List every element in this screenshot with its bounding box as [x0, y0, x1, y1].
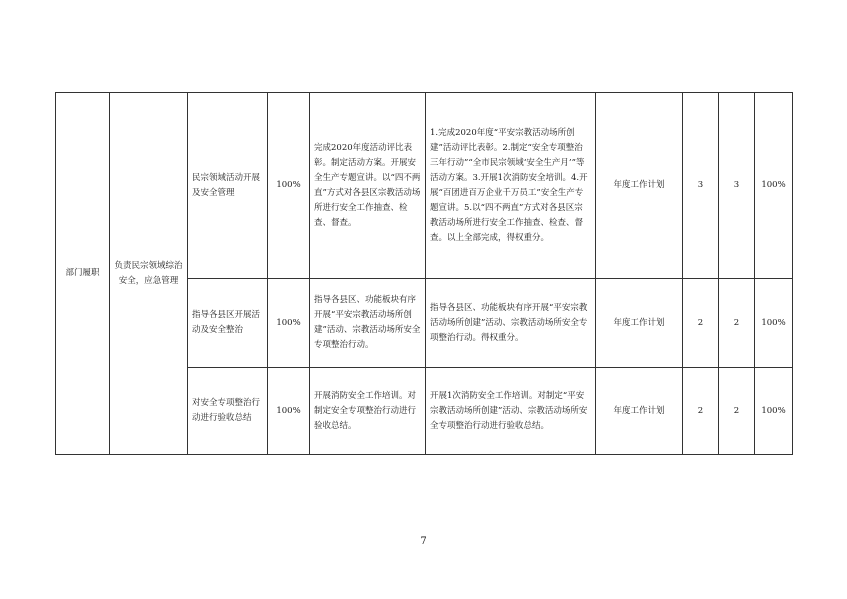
- rate-cell: 100%: [755, 279, 793, 368]
- performance-table: [55, 92, 793, 455]
- score-cell: 2: [683, 368, 719, 455]
- score-cell: 3: [683, 93, 719, 279]
- completion-cell: 开展1次消防安全工作培训。对制定“平安宗教活动场所创建”活动、宗教活动场所安全专项整治行动进行验收总结。: [426, 368, 596, 455]
- page-number: 7: [420, 536, 427, 547]
- basis-cell: 年度工作计划: [596, 368, 683, 455]
- target-cell: 完成2020年度活动评比表彰。制定活动方案。开展安全生产专题宣讲。以“四不两直”方式对各县区宗教活动场所进行安全工作抽查、检查、督查。: [310, 93, 426, 279]
- weight-cell: 100%: [268, 93, 310, 279]
- task-cell: 民宗领域活动开展及安全管理: [188, 93, 268, 279]
- task-cell: 指导各县区开展活动及安全整治: [188, 279, 268, 368]
- completion-cell: 指导各县区、功能板块有序开展“平安宗教活动场所创建”活动、宗教活动场所安全专项整治行动。得权重分。: [426, 279, 596, 368]
- score-cell: 2: [683, 279, 719, 368]
- weight-cell: 100%: [268, 279, 310, 368]
- score-cell: 2: [719, 368, 755, 455]
- rate-cell: 100%: [755, 93, 793, 279]
- score-cell: 3: [719, 93, 755, 279]
- basis-cell: 年度工作计划: [596, 279, 683, 368]
- task-cell: 对安全专项整治行动进行验收总结: [188, 368, 268, 455]
- basis-cell: 年度工作计划: [596, 93, 683, 279]
- weight-cell: 100%: [268, 368, 310, 455]
- score-cell: 2: [719, 279, 755, 368]
- category-cell: 部门履职: [56, 93, 110, 455]
- target-cell: 指导各县区、功能板块有序开展“平安宗教活动场所创建”活动、宗教活动场所安全专项整治行动。: [310, 279, 426, 368]
- responsibility-cell: 负责民宗领域综治安全，应急管理: [110, 93, 188, 455]
- table-row: [56, 93, 793, 279]
- target-cell: 开展消防安全工作培训。对制定安全专项整治行动进行验收总结。: [310, 368, 426, 455]
- rate-cell: 100%: [755, 368, 793, 455]
- completion-cell: 1.完成2020年度“平安宗教活动场所创建”活动评比表彰。2.制定“安全专项整治三年行动”“全市民宗领域‘安全生产月’”等活动方案。3.开展1次消防安全培训。4.开展“百团进百万企业千万员工”安全生产专题宣讲。5.以“四不两直”方式对各县区宗教活动场所进行安全工作抽查、检查、督查。以上全部完成，得权重分。: [426, 93, 596, 279]
